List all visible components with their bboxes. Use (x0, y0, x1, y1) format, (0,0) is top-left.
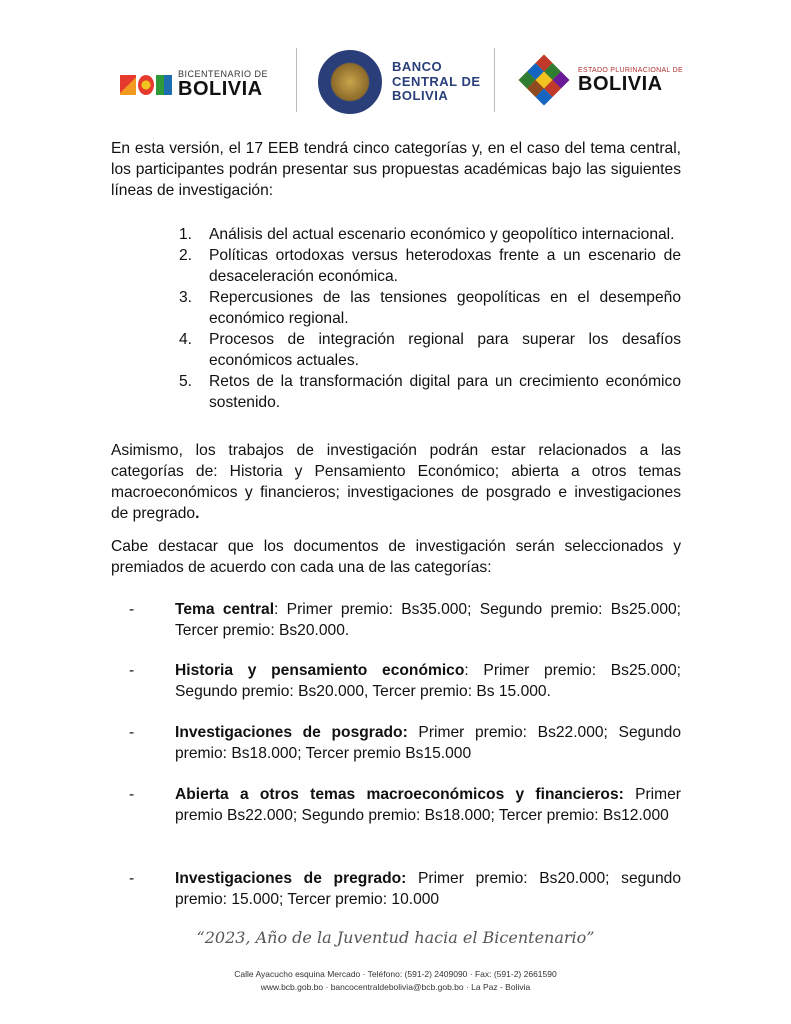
list-item (173, 371, 681, 413)
bcb-line-2: CENTRAL DE (392, 73, 481, 89)
category-sep: : (274, 601, 279, 618)
category-title: Investigaciones de posgrado: (175, 724, 408, 741)
category-prizes: Primer premio: Bs25.000; Segundo premio: Bs20.000, Tercer premio: Bs 15.000. (175, 662, 681, 700)
category-item (111, 868, 681, 910)
list-text: Procesos de integración regional para superar los desafíos económicos actuales. (209, 331, 681, 369)
category-sep: : (464, 662, 469, 679)
category-prizes: Primer premio: Bs22.000; Segundo premio: Bs18.000; Tercer premio Bs15.000 (175, 724, 681, 762)
list-item (173, 245, 681, 287)
category-dash: - (129, 786, 135, 803)
footer-address (0, 968, 791, 994)
category-dash: - (129, 601, 135, 618)
list-item (173, 287, 681, 329)
category-item (111, 599, 681, 641)
category-item (111, 722, 681, 764)
category-prizes: Primer premio Bs22.000; Segundo premio: Bs18.000; Tercer premio: Bs12.000 (175, 786, 681, 824)
list-number: 3. (179, 289, 193, 306)
list-text: Repercusiones de las tensiones geopolíticas en el desempeño económico regional. (209, 289, 681, 327)
bicentenario-small-text: BICENTENARIO DE (178, 69, 269, 79)
footer-address-line-1: Calle Ayacucho esquina Mercado · Teléfono: (591-2) 2409090 · Fax: (591-2) 2661590 (234, 969, 557, 979)
bcb-line-1: BANCO (392, 58, 443, 74)
header-divider (494, 48, 495, 112)
bicentenario-big-text: BOLIVIA (178, 78, 263, 100)
bcb-logo (318, 50, 481, 114)
category-title: Investigaciones de pregrado: (175, 870, 407, 887)
letterhead (0, 38, 791, 118)
category-title: Historia y pensamiento económico (175, 662, 465, 679)
category-item (111, 660, 681, 702)
category-prizes: Primer premio: Bs35.000; Segundo premio: Bs25.000; Tercer premio: Bs20.000. (175, 601, 682, 639)
header-divider (296, 48, 297, 112)
bicentenario-icons (120, 75, 172, 95)
list-number: 1. (179, 226, 193, 243)
estado-emblem-icon (516, 52, 572, 108)
list-number: 5. (179, 373, 193, 390)
category-prizes: Primer premio: Bs20.000; segundo premio: 15.000; Tercer premio: 10.000 (175, 870, 681, 908)
footer-motto: “2023, Año de la Juventud hacia el Bicentenario” (196, 928, 595, 947)
estado-plurinacional-logo (516, 52, 683, 108)
estado-big-text: BOLIVIA (578, 72, 663, 95)
intro-paragraph: En esta versión, el 17 EEB tendrá cinco categorías y, en el caso del tema central, los participantes podrán presentar sus propuestas académicas bajo las siguientes líneas de investigación: (111, 140, 681, 199)
list-number: 4. (179, 331, 193, 348)
list-item (173, 329, 681, 371)
asimismo-text: Asimismo, los trabajos de investigación podrán estar relacionados a las categorías de: Historia y Pensamiento Económico; abierta a otros temas macroeconómicos y financieros; investigaciones de posgrado e investigaciones de pregrado (111, 442, 681, 522)
bcb-line-3: BOLIVIA (392, 88, 449, 104)
asimismo-period: . (195, 505, 200, 522)
bicentenario-logo (120, 70, 268, 99)
category-dash: - (129, 870, 135, 887)
category-item (111, 784, 681, 826)
list-number: 2. (179, 247, 193, 264)
category-title: Abierta a otros temas macroeconómicos y financieros: (175, 786, 624, 803)
list-text: Análisis del actual escenario económico y geopolítico internacional. (209, 226, 675, 243)
footer-address-line-2: www.bcb.gob.bo · bancocentraldebolivia@bcb.gob.bo · La Paz - Bolivia (260, 982, 531, 992)
list-item (173, 224, 681, 245)
bcb-seal-icon (318, 50, 382, 114)
estado-small-text: ESTADO PLURINACIONAL DE (578, 66, 683, 74)
asimismo-paragraph (111, 440, 681, 524)
research-lines-list (173, 224, 681, 413)
category-title: Tema central (175, 601, 275, 618)
category-dash: - (129, 662, 135, 679)
list-text: Políticas ortodoxas versus heterodoxas frente a un escenario de desaceleración económica. (209, 247, 681, 285)
cabe-paragraph: Cabe destacar que los documentos de investigación serán seleccionados y premiados de acuerdo con cada una de las categorías: (111, 538, 681, 576)
list-text: Retos de la transformación digital para un crecimiento económico sostenido. (209, 373, 681, 411)
category-dash: - (129, 724, 135, 741)
